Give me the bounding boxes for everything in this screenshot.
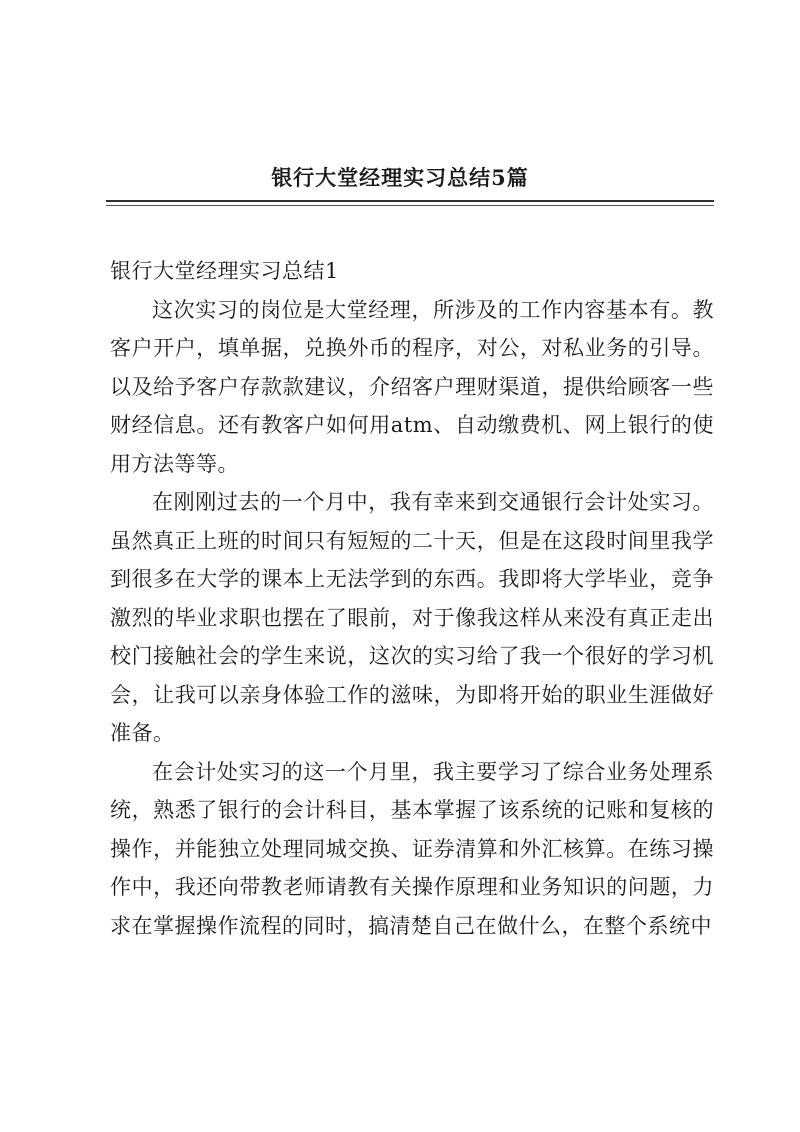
document-body	[110, 252, 714, 945]
document-title: 银行大堂经理实习总结5篇	[271, 165, 529, 190]
paragraph-3: 在会计处实习的这一个月里，我主要学习了综合业务处理系统，熟悉了银行的会计科目，基本掌握了该系统的记账和复核的操作，并能独立处理同城交换、证券清算和外汇核算。在练习操作中，我还向带教老师请教有关操作原理和业务知识的问题，力求在掌握操作流程的同时，搞清楚自己在做什么，在整个系统中	[110, 759, 714, 938]
title-rule-thick	[106, 200, 714, 202]
section-heading: 银行大堂经理实习总结1	[110, 259, 339, 283]
paragraph-2: 在刚刚过去的一个月中，我有幸来到交通银行会计处实习。虽然真正上班的时间只有短短的二十天，但是在这段时间里我学到很多在大学的课本上无法学到的东西。我即将大学毕业，竞争激烈的毕业求职也摆在了眼前，对于像我这样从来没有真正走出校门接触社会的学生来说，这次的实习给了我一个很好的学习机会，让我可以亲身体验工作的滋味，为即将开始的职业生涯做好准备。	[110, 490, 714, 745]
paragraph-1: 这次实习的岗位是大堂经理，所涉及的工作内容基本有。教客户开户，填单据，兑换外币的程序，对公，对私业务的引导。以及给予客户存款款建议，介绍客户理财渠道，提供给顾客一些财经信息。还有教客户如何用atm、自动缴费机、网上银行的使用方法等等。	[110, 297, 714, 476]
title-rule-thin	[106, 205, 714, 206]
